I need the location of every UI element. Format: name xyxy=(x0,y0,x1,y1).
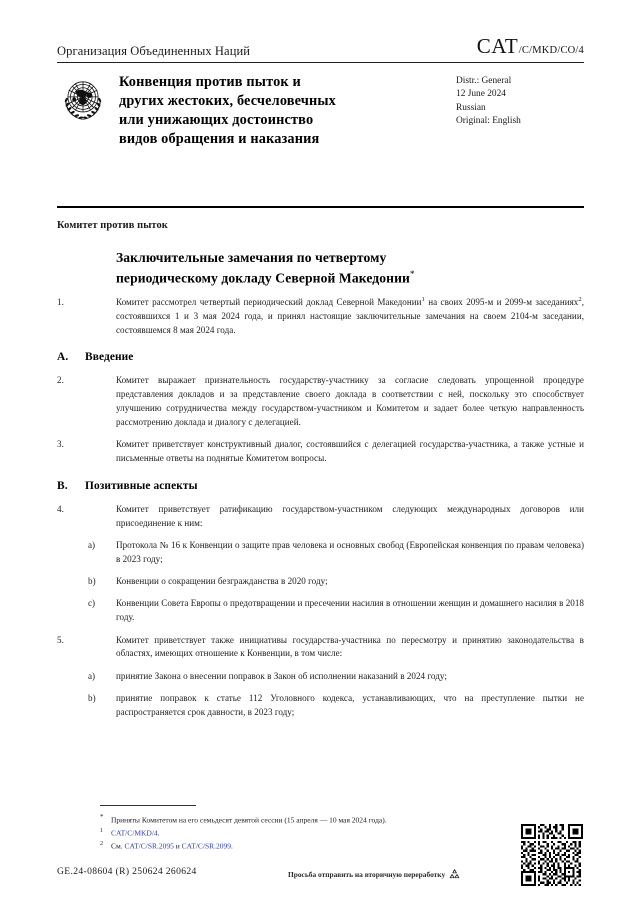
qr-code-icon[interactable] xyxy=(521,824,583,886)
paragraph-4 xyxy=(57,503,584,531)
paragraph-4-number: 4. xyxy=(57,503,64,514)
paragraph-1-number: 1. xyxy=(57,297,64,307)
paragraph-1-footnote-ref-1: 1 xyxy=(421,295,425,303)
footnote-2-middle: и xyxy=(173,841,182,851)
document-symbol xyxy=(477,34,584,59)
footnote-2-link-2[interactable]: CAT/C/SR.2099 xyxy=(181,841,232,851)
convention-title-line-3: или унижающих достоинство xyxy=(119,112,314,129)
paragraph-5-item-b-text: принятие поправок к статье 112 Уголовного кодекса, устанавливающих, что на преступление пытки не распространяется срок давности, в 2023 году; xyxy=(116,692,584,717)
paragraph-4-item-b-label: b) xyxy=(88,576,96,587)
distribution-original: Original: English xyxy=(456,116,521,127)
recycle-icon xyxy=(448,868,461,881)
paragraph-3-number: 3. xyxy=(57,439,64,450)
paragraph-3 xyxy=(57,438,584,466)
footnotes xyxy=(100,812,500,853)
distribution-date: 12 June 2024 xyxy=(456,89,506,100)
organization-name: Организация Объединенных Наций xyxy=(57,44,251,58)
footnote-2-prefix: См. xyxy=(111,841,125,851)
convention-title xyxy=(119,72,448,150)
paragraph-1-text-a: Комитет рассмотрел четвертый периодический доклад Северной Македонии xyxy=(116,297,422,307)
paragraph-4-item-b-text: Конвенции о сокращении безгражданства в 2020 году; xyxy=(116,576,328,587)
paragraph-1-text-b: на своих 2095-м и 2099-м заседаниях xyxy=(424,297,579,307)
footnote-2-tail: . xyxy=(231,841,233,851)
section-heading-a xyxy=(57,351,584,363)
distribution-language: Russian xyxy=(456,102,486,113)
footnote-1 xyxy=(100,827,500,839)
footnote-2-link-1[interactable]: CAT/C/SR.2095 xyxy=(124,841,174,851)
paragraph-5-item-a-text: принятие Закона о внесении поправок в Закон об исполнении наказаний в 2024 году; xyxy=(116,670,447,681)
paragraph-4-item-c xyxy=(57,597,584,625)
footnote-1-marker: 1 xyxy=(100,827,103,834)
masthead-top-row xyxy=(57,34,584,62)
paragraph-1-footnote-ref-2: 2 xyxy=(578,295,582,303)
footnote-star xyxy=(100,812,500,826)
un-emblem-icon xyxy=(57,74,109,126)
document-symbol-suffix: /C/MKD/CO/4 xyxy=(518,45,584,56)
paragraph-2 xyxy=(57,374,584,429)
paragraph-5-item-a xyxy=(57,670,584,684)
page-title-line-2: периодическому докладу Северной Македонии xyxy=(116,270,410,286)
paragraph-4-text: Комитет приветствует ратификацию государством-участником следующих международных договоров или присоединение к ним: xyxy=(116,503,584,528)
convention-title-line-2: других жестоких, бесчеловечных xyxy=(119,93,336,110)
paragraph-5 xyxy=(57,634,584,662)
paragraph-4-item-c-text: Конвенции Совета Европы о предотвращении и пресечении насилия в отношении женщин и домашнего насилия в 2018 году. xyxy=(116,598,584,623)
paragraph-5-number: 5. xyxy=(57,634,64,645)
paragraph-4-item-a-label: a) xyxy=(88,539,96,550)
page-title xyxy=(116,249,546,288)
section-a-letter: A. xyxy=(57,351,69,364)
paragraph-5-item-b xyxy=(57,692,584,720)
convention-title-line-1: Конвенция против пыток и xyxy=(119,74,301,90)
paragraph-5-item-a-label: a) xyxy=(88,670,96,681)
convention-title-line-4: видов обращения и наказания xyxy=(119,131,320,148)
footnote-2 xyxy=(100,840,500,852)
section-heading-b xyxy=(57,480,584,492)
distribution-block xyxy=(456,72,584,128)
footnote-star-text: Приняты Комитетом на его семьдесят девятой сессии (15 апреля — 10 мая 2024 года). xyxy=(111,815,387,825)
document-symbol-prefix: CAT xyxy=(476,34,519,58)
footnote-2-marker: 2 xyxy=(100,840,103,847)
masthead-divider xyxy=(57,62,584,63)
footnote-1-link[interactable]: CAT/C/MKD/4 xyxy=(111,828,158,838)
masthead xyxy=(57,34,584,150)
recycle-notice xyxy=(288,868,461,881)
paragraph-4-item-a xyxy=(57,539,584,567)
committee-name: Комитет против пыток xyxy=(57,220,168,231)
paragraph-2-number: 2. xyxy=(57,375,64,386)
paragraph-5-item-b-label: b) xyxy=(88,692,96,703)
job-number: GE.24-08604 (R) 250624 260624 xyxy=(57,866,197,877)
section-b-letter: B. xyxy=(57,479,68,492)
paragraph-4-item-c-label: c) xyxy=(88,598,96,609)
footnote-star-marker: * xyxy=(100,813,104,821)
page-title-line-1: Заключительные замечания по четвертому xyxy=(116,250,387,265)
page-title-footnote-marker: * xyxy=(409,268,415,279)
paragraph-3-text: Комитет приветствует конструктивный диалог, состоявшийся с делегацией государства-участника, а также устные и письменные ответы на поднятые Комитетом вопросы. xyxy=(116,439,584,463)
paragraph-1-text-c: , состоявшихся 1 и 3 мая 2024 года, и принял настоящие заключительные замечания на своем 2104-м заседании, состоявшемся 8 мая 2024 года. xyxy=(116,297,584,335)
document-body xyxy=(57,296,584,728)
footnote-separator xyxy=(100,805,196,806)
header-bottom-rule xyxy=(57,206,584,208)
paragraph-5-text: Комитет приветствует также инициативы государства-участника по пересмотру и принятию законодательства в областях, имеющих отношение к Конвенции, в том числе: xyxy=(116,634,584,659)
masthead-body-row xyxy=(57,72,584,150)
section-a-title: Введение xyxy=(85,351,134,364)
paragraph-4-item-b xyxy=(57,575,584,589)
footnote-1-tail: . xyxy=(157,828,160,838)
paragraph-4-item-a-text: Протокола № 16 к Конвенции о защите прав человека и основных свобод (Европейская конвенция по правам человека) в 2023 году; xyxy=(116,539,584,564)
section-b-title: Позитивные аспекты xyxy=(85,479,198,492)
recycle-notice-text: Просьба отправить на вторичную переработку xyxy=(288,870,446,879)
distribution-type: Distr.: General xyxy=(456,76,512,86)
paragraph-2-text: Комитет выражает признательность государству-участнику за согласие следовать упрощенной процедуре представления докладов и за представление своего доклада в соответствии с ней, поскольку это способствует улучшению сотрудничества между государством-участником и Комитетом и задает более четкую направленность рассмотрению доклада и диалогу с делегацией. xyxy=(116,375,584,427)
paragraph-1 xyxy=(57,296,584,337)
